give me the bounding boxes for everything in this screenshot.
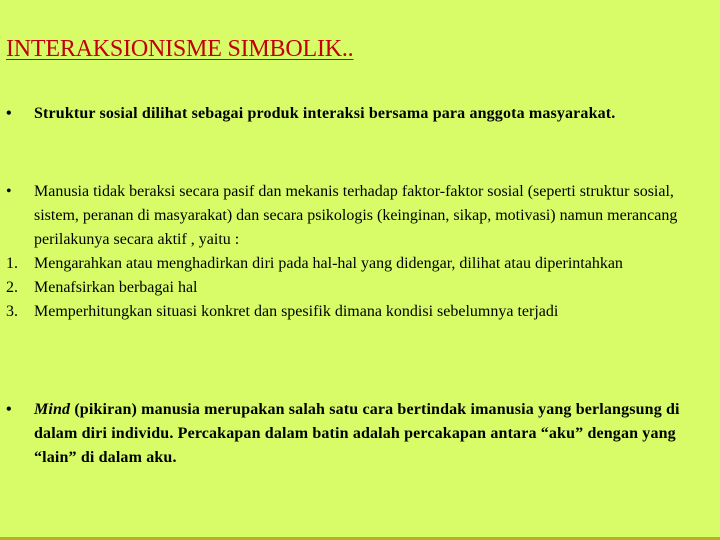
numbered-item-3 (6, 300, 710, 324)
numbered-item-text: Menafsirkan berbagai hal (34, 279, 198, 296)
bullet-point-human-action (6, 180, 710, 324)
bullet-marker: • (6, 401, 12, 418)
numbered-item-text: Memperhitungkan situasi konkret dan spesifik dimana kondisi sebelumnya terjadi (34, 303, 559, 320)
numbered-item-text: Mengarahkan atau menghadirkan diri pada hal-hal yang didengar, dilihat atau diperintahkan (34, 255, 623, 272)
bullet-marker: • (6, 105, 12, 122)
bullet-point-mind (6, 398, 710, 470)
bullet-text: Struktur sosial dilihat sebagai produk interaksi bersama para anggota masyarakat. (34, 105, 616, 122)
bullet-row (6, 180, 710, 252)
mind-description: (pikiran) manusia merupakan salah satu cara bertindak imanusia yang berlangsung di dalam diri individu. Percakapan dalam batin adalah percakapan antara “aku” dengan yang “lain” di dalam aku. (34, 401, 680, 466)
mind-term: Mind (34, 401, 71, 418)
bullet-marker: • (6, 183, 12, 200)
bullet-point-social-structure (6, 102, 710, 126)
number-marker: 3. (6, 303, 18, 320)
bullet-text (34, 401, 680, 466)
number-marker: 2. (6, 279, 18, 296)
slide-title: INTERAKSIONISME SIMBOLIK.. (6, 36, 354, 62)
number-marker: 1. (6, 255, 18, 272)
bullet-row (6, 398, 710, 470)
numbered-item-2 (6, 276, 710, 300)
bullet-row (6, 102, 710, 126)
numbered-item-1 (6, 252, 710, 276)
bullet-text: Manusia tidak beraksi secara pasif dan mekanis terhadap faktor-faktor sosial (seperti struktur sosial, sistem, peranan di masyarakat) dan secara psikologis (keinginan, sikap, motivasi) namun merancang perilakunya secara aktif , yaitu : (34, 183, 678, 248)
